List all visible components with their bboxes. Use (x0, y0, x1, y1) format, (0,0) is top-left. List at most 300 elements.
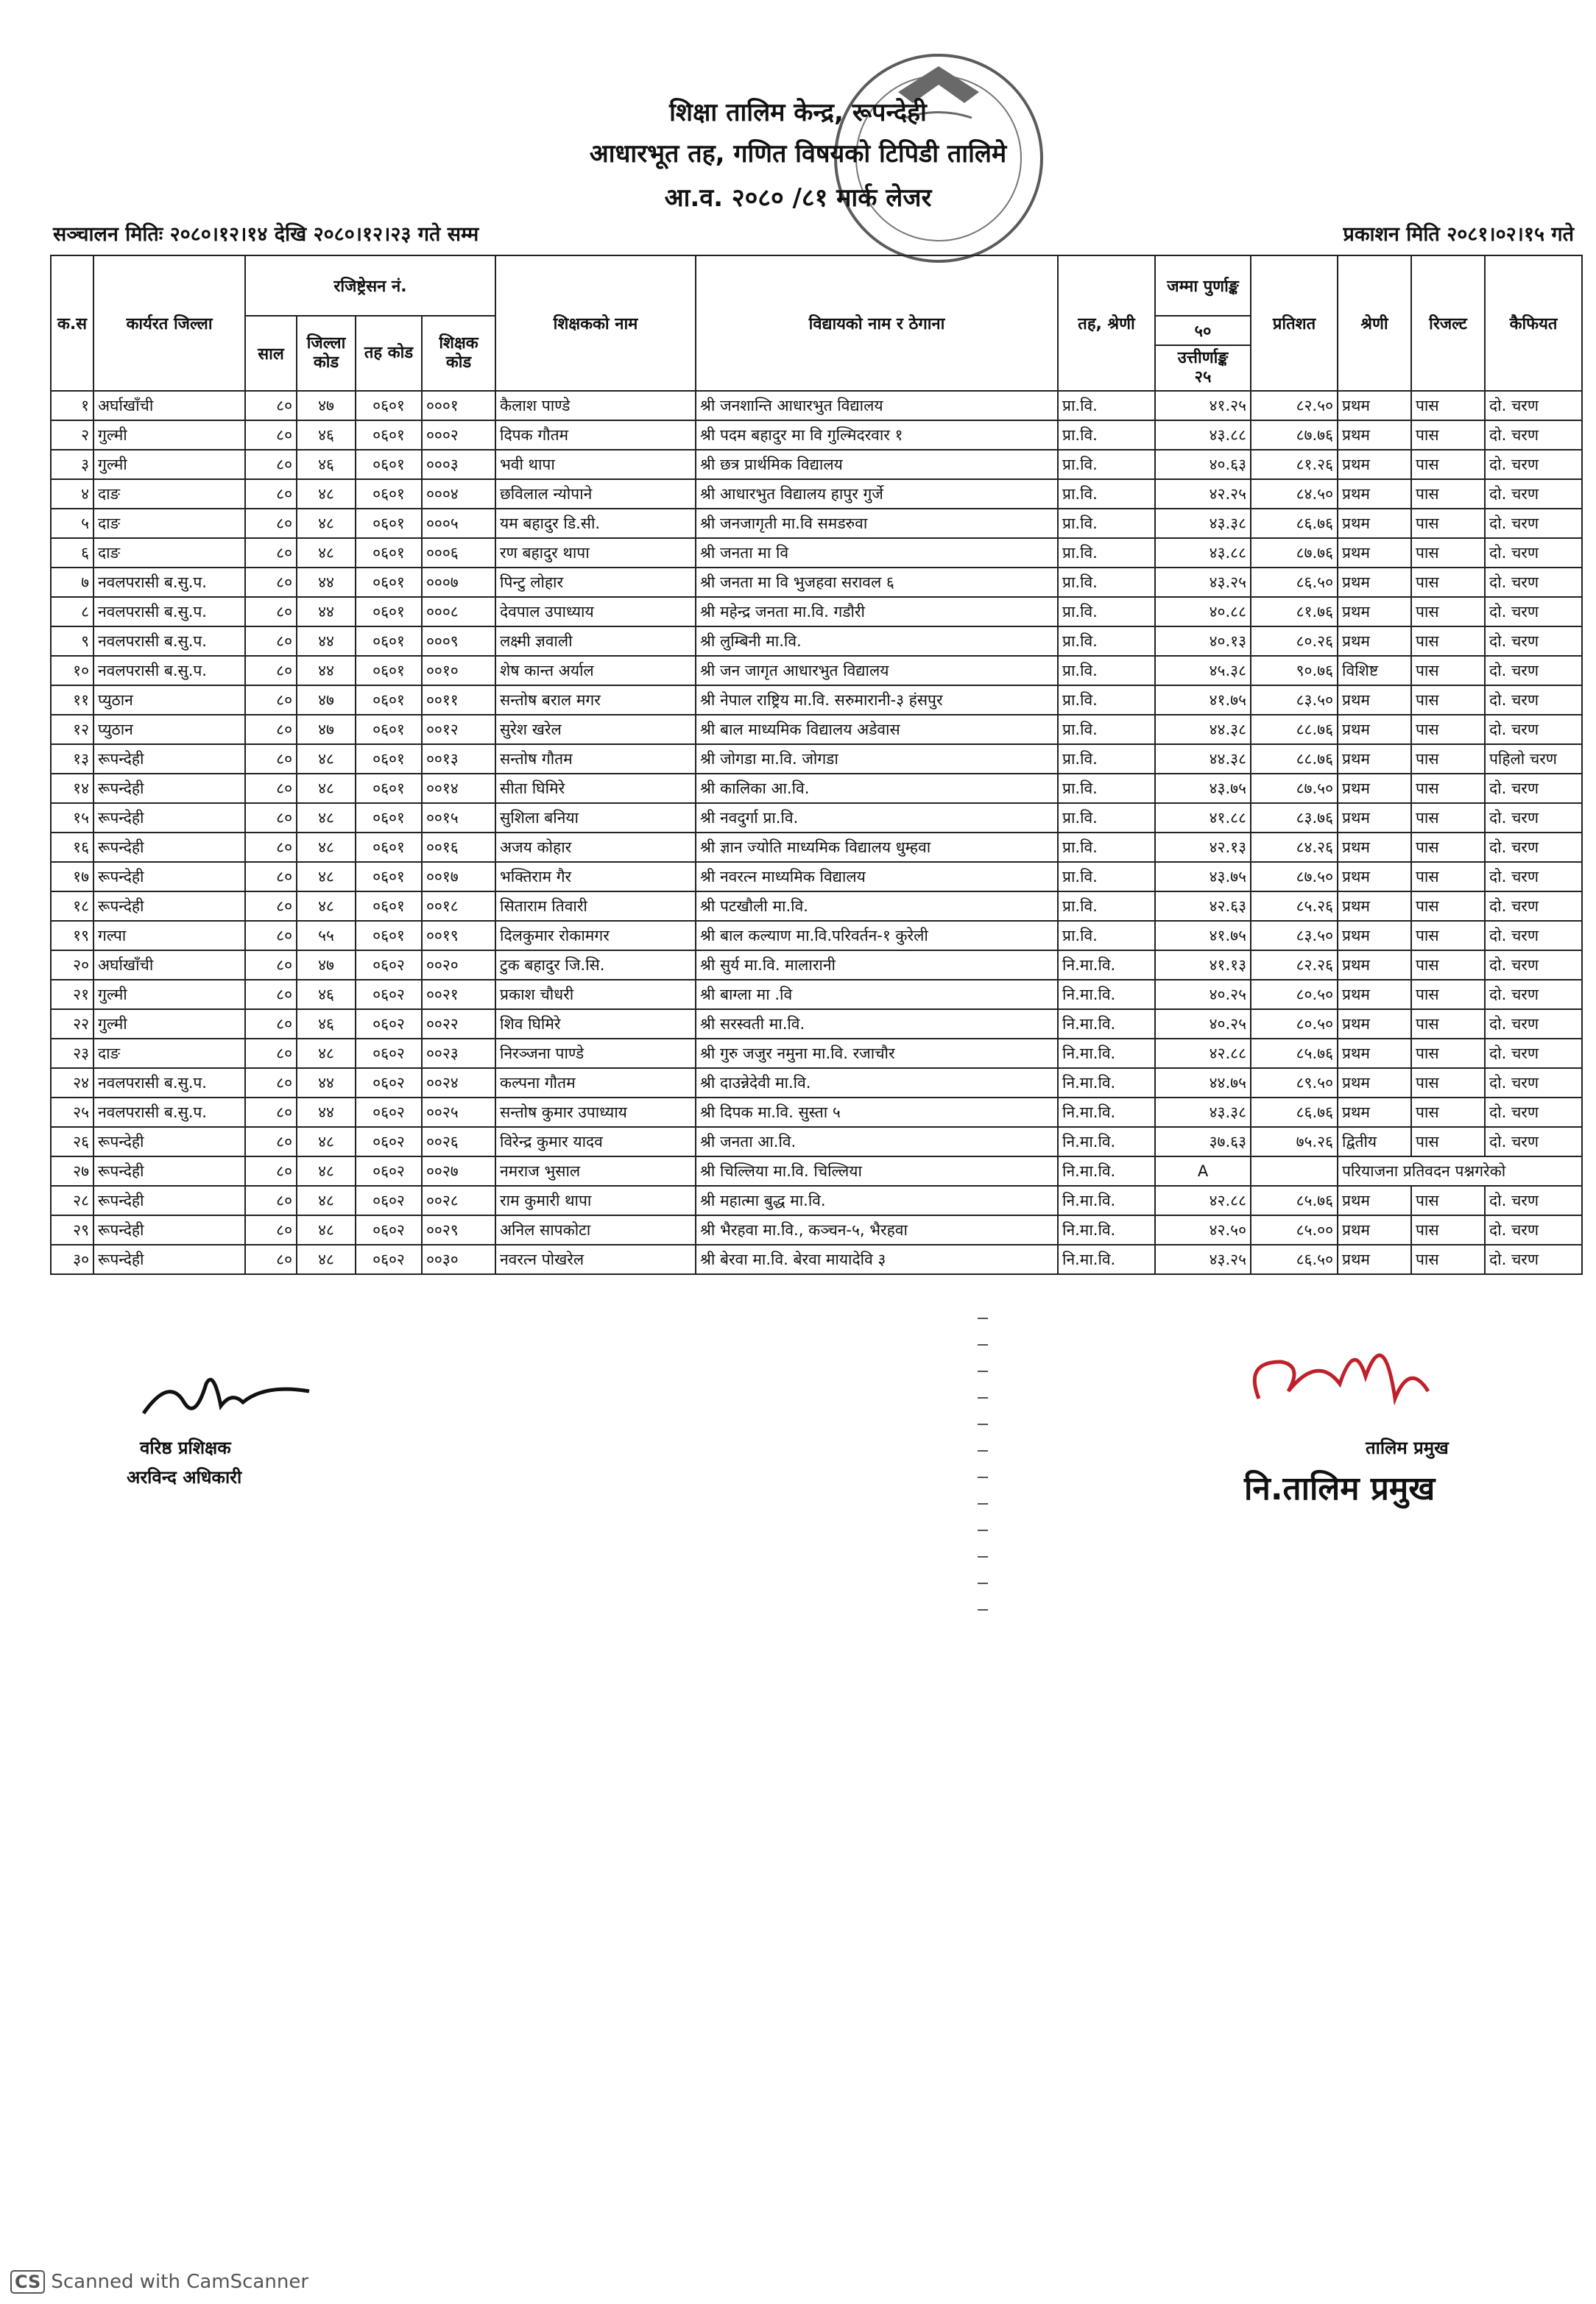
table-row (51, 774, 1582, 803)
table-cell: रूपन्देही (93, 744, 245, 774)
table-cell: दाङ (93, 509, 245, 538)
table-cell: ८० (245, 626, 297, 656)
table-cell: ४३.३८ (1155, 509, 1251, 538)
table-cell: ८० (245, 1127, 297, 1156)
table-cell: प्रथम (1338, 980, 1411, 1009)
table-cell: ०६०२ (356, 1068, 422, 1098)
table-cell: श्री सरस्वती मा.वि. (696, 1009, 1058, 1039)
table-cell: ८५.७६ (1251, 1039, 1338, 1068)
table-row (51, 891, 1582, 921)
col-division: श्रेणी (1338, 255, 1411, 391)
table-cell: ८५.७६ (1251, 1186, 1338, 1215)
table-cell: ४४.३८ (1155, 744, 1251, 774)
table-cell: लक्ष्मी ज्ञवाली (495, 626, 696, 656)
table-cell: ००१० (422, 656, 495, 685)
table-cell: श्री दिपक मा.वि. सुस्ता ५ (696, 1098, 1058, 1127)
table-cell: ०००५ (422, 509, 495, 538)
ledger-body (51, 391, 1582, 1274)
table-cell: २२ (51, 1009, 93, 1039)
table-row (51, 862, 1582, 891)
table-cell: प्रकाश चौधरी (495, 980, 696, 1009)
table-cell: ८७.५० (1251, 774, 1338, 803)
table-cell: ८० (245, 568, 297, 597)
table-row (51, 1127, 1582, 1156)
table-cell: ८० (245, 774, 297, 803)
table-cell: प्रा.वि. (1058, 450, 1155, 479)
table-cell: ८० (245, 1215, 297, 1245)
table-cell: श्री जनशान्ति आधारभुत विद्यालय (696, 391, 1058, 420)
table-row (51, 744, 1582, 774)
table-cell: ४०.८८ (1155, 597, 1251, 626)
table-cell: पास (1411, 420, 1485, 450)
table-cell: सुरेश खरेल (495, 715, 696, 744)
table-cell: ०६०२ (356, 1009, 422, 1039)
table-cell: श्री महात्मा बुद्ध मा.वि. (696, 1186, 1058, 1215)
table-cell: २६ (51, 1127, 93, 1156)
table-cell: ४३.८८ (1155, 538, 1251, 568)
table-cell: ००२४ (422, 1068, 495, 1098)
table-cell: पास (1411, 862, 1485, 891)
table-cell: ८० (245, 891, 297, 921)
table-cell: ४८ (297, 1245, 356, 1274)
table-cell: ००१३ (422, 744, 495, 774)
table-cell: १४ (51, 774, 93, 803)
table-cell: ८०.५० (1251, 980, 1338, 1009)
table-cell: दो. चरण (1485, 479, 1582, 509)
table-cell: २८ (51, 1186, 93, 1215)
table-cell: ०६०२ (356, 1127, 422, 1156)
table-cell: ०६०१ (356, 420, 422, 450)
table-cell: दिलकुमार रोकामगर (495, 921, 696, 950)
table-cell: दो. चरण (1485, 1186, 1582, 1215)
table-row (51, 715, 1582, 744)
table-cell: नि.मा.वि. (1058, 1245, 1155, 1274)
table-cell: श्री महेन्द्र जनता मा.वि. गडौरी (696, 597, 1058, 626)
table-cell: ००२८ (422, 1186, 495, 1215)
table-cell: दिपक गौतम (495, 420, 696, 450)
table-cell: नि.मा.वि. (1058, 1098, 1155, 1127)
table-cell: भक्तिराम गैर (495, 862, 696, 891)
table-cell: ८३.५० (1251, 685, 1338, 715)
col-remarks: कैफियत (1485, 255, 1582, 391)
table-cell: ४१.१३ (1155, 950, 1251, 980)
table-cell: रूपन्देही (93, 803, 245, 833)
table-cell: पास (1411, 1127, 1485, 1156)
table-cell: नवलपरासी ब.सु.प. (93, 626, 245, 656)
table-cell: रण बहादुर थापा (495, 538, 696, 568)
table-cell: प्रा.वि. (1058, 656, 1155, 685)
table-cell: ०६०१ (356, 862, 422, 891)
table-cell: ८१.२६ (1251, 450, 1338, 479)
table-cell: गुल्मी (93, 420, 245, 450)
table-cell: पास (1411, 509, 1485, 538)
table-row (51, 685, 1582, 715)
table-cell: ४३.२५ (1155, 568, 1251, 597)
table-cell: श्री कालिका आ.वि. (696, 774, 1058, 803)
table-cell: २१ (51, 980, 93, 1009)
table-cell: द्वितीय (1338, 1127, 1411, 1156)
table-cell: ८० (245, 1098, 297, 1127)
table-cell: १७ (51, 862, 93, 891)
table-cell: ००२२ (422, 1009, 495, 1039)
table-cell: रूपन्देही (93, 774, 245, 803)
table-cell: नि.मा.वि. (1058, 1009, 1155, 1039)
table-cell: ९ (51, 626, 93, 656)
table-cell: ४१.८८ (1155, 803, 1251, 833)
table-cell: विशिष्ट (1338, 656, 1411, 685)
table-cell: ४३.३८ (1155, 1098, 1251, 1127)
table-cell: ८४.५० (1251, 479, 1338, 509)
col-district-code: जिल्ला कोड (297, 316, 356, 391)
table-cell: २७ (51, 1156, 93, 1186)
table-cell: श्री जोगडा मा.वि. जोगडा (696, 744, 1058, 774)
table-cell: ८० (245, 656, 297, 685)
camscanner-text: Scanned with CamScanner (51, 2271, 309, 2293)
senior-trainer-name: अरविन्द अधिकारी (127, 1467, 242, 1488)
table-cell: प्रथम (1338, 891, 1411, 921)
table-cell: पास (1411, 626, 1485, 656)
table-cell: दो. चरण (1485, 391, 1582, 420)
table-cell: ०००६ (422, 538, 495, 568)
table-cell: प्रथम (1338, 803, 1411, 833)
table-cell: ०६०२ (356, 950, 422, 980)
table-cell: श्री चिल्लिया मा.वि. चिल्लिया (696, 1156, 1058, 1186)
table-cell: प्रा.वि. (1058, 715, 1155, 744)
table-cell: दो. चरण (1485, 1245, 1582, 1274)
table-cell: अर्घाखाँची (93, 391, 245, 420)
table-cell: ८० (245, 833, 297, 862)
table-cell: ४३.७५ (1155, 862, 1251, 891)
table-cell: पास (1411, 685, 1485, 715)
col-sn: क.स (51, 255, 93, 391)
table-cell: ४०.२५ (1155, 1009, 1251, 1039)
table-cell: दो. चरण (1485, 980, 1582, 1009)
table-cell: ८० (245, 1186, 297, 1215)
table-cell: श्री जनता मा वि भुजहवा सरावल ६ (696, 568, 1058, 597)
table-cell: ४०.२५ (1155, 980, 1251, 1009)
table-cell: प्रा.वि. (1058, 509, 1155, 538)
header-row-1 (51, 255, 1582, 316)
table-cell: ०६०१ (356, 891, 422, 921)
table-cell: पास (1411, 568, 1485, 597)
table-cell: ००१६ (422, 833, 495, 862)
table-cell: पास (1411, 950, 1485, 980)
table-cell: ४६ (297, 420, 356, 450)
table-cell: ८० (245, 715, 297, 744)
table-cell: २० (51, 950, 93, 980)
table-cell: पास (1411, 891, 1485, 921)
table-cell: प्रथम (1338, 774, 1411, 803)
table-cell: दो. चरण (1485, 1009, 1582, 1039)
table-cell: श्री बाल कल्याण मा.वि.परिवर्तन-१ कुरेली (696, 921, 1058, 950)
table-cell: ००२१ (422, 980, 495, 1009)
table-cell: पास (1411, 1215, 1485, 1245)
table-cell: श्री छत्र प्रार्थमिक विद्यालय (696, 450, 1058, 479)
table-cell: प्रथम (1338, 391, 1411, 420)
table-cell: प्रा.वि. (1058, 479, 1155, 509)
table-cell: ८० (245, 744, 297, 774)
table-cell: ४२.५० (1155, 1215, 1251, 1245)
table-row (51, 980, 1582, 1009)
table-cell: ०६०१ (356, 626, 422, 656)
pass-marks-label: उत्तीर्णाङ्क (1177, 349, 1229, 367)
table-cell: ४४.७५ (1155, 1068, 1251, 1098)
table-cell: ०६०१ (356, 744, 422, 774)
table-cell: ४६ (297, 980, 356, 1009)
table-cell: ८० (245, 479, 297, 509)
table-cell: प्रा.वि. (1058, 538, 1155, 568)
table-cell: दाङ (93, 538, 245, 568)
table-cell: ००१२ (422, 715, 495, 744)
table-cell: ८६.५० (1251, 568, 1338, 597)
training-chief-stamp: नि.तालिम प्रमुख (1244, 1470, 1436, 1508)
table-cell: दो. चरण (1485, 1215, 1582, 1245)
mark-ledger-table (50, 255, 1583, 1275)
table-cell: पास (1411, 1068, 1485, 1098)
table-cell: पास (1411, 1245, 1485, 1274)
table-cell: ४५.३८ (1155, 656, 1251, 685)
table-cell: ८४.२६ (1251, 833, 1338, 862)
table-cell: नि.मा.वि. (1058, 950, 1155, 980)
table-cell: ३७.६३ (1155, 1127, 1251, 1156)
table-cell: ४८ (297, 509, 356, 538)
table-cell: ४८ (297, 538, 356, 568)
table-row (51, 1009, 1582, 1039)
table-cell: ०६०१ (356, 774, 422, 803)
table-cell: ८०.२६ (1251, 626, 1338, 656)
table-row (51, 803, 1582, 833)
table-cell: १३ (51, 744, 93, 774)
table-cell: प्रा.वि. (1058, 391, 1155, 420)
table-cell: ४८ (297, 1127, 356, 1156)
header-line-3: आ.व. २०८० /८१ मार्क लेजर (664, 183, 932, 213)
table-cell: पास (1411, 803, 1485, 833)
table-cell: २३ (51, 1039, 93, 1068)
table-cell: सन्तोष गौतम (495, 744, 696, 774)
table-cell: ०००७ (422, 568, 495, 597)
table-cell: नि.मा.वि. (1058, 980, 1155, 1009)
table-cell: प्रथम (1338, 1186, 1411, 1215)
table-cell: ०००१ (422, 391, 495, 420)
table-cell: नि.मा.वि. (1058, 1127, 1155, 1156)
table-cell: ८० (245, 391, 297, 420)
table-cell: प्युठान (93, 715, 245, 744)
table-row (51, 1039, 1582, 1068)
table-cell: दो. चरण (1485, 568, 1582, 597)
table-cell: नवलपरासी ब.सु.प. (93, 1098, 245, 1127)
table-cell: अनिल सापकोटा (495, 1215, 696, 1245)
table-cell: रूपन्देही (93, 891, 245, 921)
table-cell: प्रथम (1338, 597, 1411, 626)
table-cell: पास (1411, 656, 1485, 685)
table-cell: ०००९ (422, 626, 495, 656)
table-cell: रूपन्देही (93, 1215, 245, 1245)
camscanner-watermark (10, 2270, 308, 2294)
table-cell: दो. चरण (1485, 1098, 1582, 1127)
table-cell: ०६०२ (356, 1098, 422, 1127)
table-cell: ४८ (297, 774, 356, 803)
table-cell: सन्तोष बराल मगर (495, 685, 696, 715)
table-cell: सिताराम तिवारी (495, 891, 696, 921)
table-cell: प्रा.वि. (1058, 862, 1155, 891)
table-cell: प्रा.वि. (1058, 803, 1155, 833)
table-cell: ००११ (422, 685, 495, 715)
table-cell: ४१.२५ (1155, 391, 1251, 420)
table-cell: ०६०१ (356, 597, 422, 626)
table-cell: प्रथम (1338, 479, 1411, 509)
table-cell: विरेन्द्र कुमार यादव (495, 1127, 696, 1156)
table-cell: ४३.७५ (1155, 774, 1251, 803)
table-cell: दो. चरण (1485, 862, 1582, 891)
table-cell: ०६०१ (356, 715, 422, 744)
table-cell: प्रथम (1338, 685, 1411, 715)
table-cell: ८३.५० (1251, 921, 1338, 950)
table-cell: ००१४ (422, 774, 495, 803)
table-cell: श्री बेरवा मा.वि. बेरवा मायादेवि ३ (696, 1245, 1058, 1274)
table-cell: ०६०१ (356, 509, 422, 538)
table-cell: श्री जनजागृती मा.वि समडरुवा (696, 509, 1058, 538)
table-cell: ४२.१३ (1155, 833, 1251, 862)
table-cell: प्रथम (1338, 862, 1411, 891)
table-cell: दो. चरण (1485, 685, 1582, 715)
table-cell: श्री नवरत्न माध्यमिक विद्यालय (696, 862, 1058, 891)
table-cell: ४४ (297, 597, 356, 626)
table-cell: निरञ्जना पाण्डे (495, 1039, 696, 1068)
col-level-code: तह कोड (356, 316, 422, 391)
table-cell: ८१.७६ (1251, 597, 1338, 626)
table-row (51, 568, 1582, 597)
table-cell: ०६०१ (356, 833, 422, 862)
table-cell: श्री जनता आ.वि. (696, 1127, 1058, 1156)
table-cell: ८२.५० (1251, 391, 1338, 420)
table-cell: ०६०२ (356, 1215, 422, 1245)
table-cell: प्रथम (1338, 1215, 1411, 1245)
table-cell: प्रथम (1338, 1245, 1411, 1274)
table-cell: प्रा.वि. (1058, 774, 1155, 803)
table-cell: ४०.१३ (1155, 626, 1251, 656)
table-cell: ०००२ (422, 420, 495, 450)
table-cell: प्रथम (1338, 538, 1411, 568)
table-cell: दो. चरण (1485, 450, 1582, 479)
table-cell: ८ (51, 597, 93, 626)
senior-trainer-signature (140, 1362, 317, 1428)
table-cell: दो. चरण (1485, 626, 1582, 656)
table-cell: ४३.२५ (1155, 1245, 1251, 1274)
table-cell: ४७ (297, 391, 356, 420)
table-cell: दो. चरण (1485, 420, 1582, 450)
table-cell: पास (1411, 744, 1485, 774)
table-row (51, 420, 1582, 450)
table-cell: ०६०२ (356, 980, 422, 1009)
table-cell: दो. चरण (1485, 1127, 1582, 1156)
table-cell: ८०.५० (1251, 1009, 1338, 1039)
table-cell: सीता घिमिरे (495, 774, 696, 803)
table-row (51, 1068, 1582, 1098)
table-cell: अजय कोहार (495, 833, 696, 862)
table-row (51, 950, 1582, 980)
table-cell: ०६०१ (356, 685, 422, 715)
table-cell: ०६०२ (356, 1245, 422, 1274)
table-cell: ४८ (297, 1156, 356, 1186)
table-cell: ००३० (422, 1245, 495, 1274)
table-cell: श्री बाग्ला मा .वि (696, 980, 1058, 1009)
table-cell: ४२.२५ (1155, 479, 1251, 509)
col-full-marks: ५० (1155, 316, 1251, 345)
table-cell: ०६०२ (356, 1039, 422, 1068)
table-cell: ००२६ (422, 1127, 495, 1156)
table-cell: पास (1411, 479, 1485, 509)
table-cell: पास (1411, 1009, 1485, 1039)
table-cell: गुल्मी (93, 450, 245, 479)
table-cell: ११ (51, 685, 93, 715)
table-cell: प्रा.वि. (1058, 891, 1155, 921)
table-cell: पास (1411, 980, 1485, 1009)
table-cell: प्रथम (1338, 1009, 1411, 1039)
table-cell: ०६०१ (356, 656, 422, 685)
table-cell: श्री गुरु जजुर नमुना मा.वि. रजाचौर (696, 1039, 1058, 1068)
table-cell: गुल्मी (93, 1009, 245, 1039)
table-cell: शिव घिमिरे (495, 1009, 696, 1039)
table-cell: ८० (245, 980, 297, 1009)
table-cell: ८० (245, 1245, 297, 1274)
table-cell: प्रा.वि. (1058, 921, 1155, 950)
table-cell: ४८ (297, 1039, 356, 1068)
table-cell: प्युठान (93, 685, 245, 715)
table-cell: ८७.५० (1251, 862, 1338, 891)
table-cell: ४६ (297, 1009, 356, 1039)
table-cell: नवलपरासी ब.सु.प. (93, 656, 245, 685)
table-cell: १९ (51, 921, 93, 950)
table-cell: नि.मा.वि. (1058, 1039, 1155, 1068)
table-cell: ८५.२६ (1251, 891, 1338, 921)
table-cell: २ (51, 420, 93, 450)
table-cell: ४१.७५ (1155, 685, 1251, 715)
table-cell: ४४ (297, 1068, 356, 1098)
table-cell: दाङ (93, 1039, 245, 1068)
table-cell: श्री पदम बहादुर मा वि गुल्मिदरवार १ (696, 420, 1058, 450)
table-cell: पास (1411, 1186, 1485, 1215)
table-cell: ८० (245, 685, 297, 715)
table-cell: कल्पना गौतम (495, 1068, 696, 1098)
table-cell: राम कुमारी थापा (495, 1186, 696, 1215)
table-cell: प्रा.वि. (1058, 597, 1155, 626)
scan-artifact-dashes (978, 1318, 1051, 1636)
table-cell: श्री ज्ञान ज्योति माध्यमिक विद्यालय धुम्हवा (696, 833, 1058, 862)
table-cell: प्रा.वि. (1058, 685, 1155, 715)
table-cell: ४८ (297, 1215, 356, 1245)
table-cell: ८० (245, 862, 297, 891)
table-row (51, 921, 1582, 950)
table-cell: ४६ (297, 450, 356, 479)
table-cell: प्रथम (1338, 626, 1411, 656)
table-cell: ००२३ (422, 1039, 495, 1068)
table-cell: २९ (51, 1215, 93, 1245)
table-cell: ०६०१ (356, 538, 422, 568)
table-cell: ४४ (297, 626, 356, 656)
col-teacher-name: शिक्षकको नाम (495, 255, 696, 391)
table-cell: ८८.७६ (1251, 744, 1338, 774)
col-result: रिजल्ट (1411, 255, 1485, 391)
table-cell: १८ (51, 891, 93, 921)
table-row (51, 1215, 1582, 1245)
table-cell: श्री बाल माध्यमिक विद्यालय अडेवास (696, 715, 1058, 744)
table-cell: प्रथम (1338, 1068, 1411, 1098)
table-row (51, 656, 1582, 685)
table-cell: दो. चरण (1485, 950, 1582, 980)
table-cell: ३० (51, 1245, 93, 1274)
table-cell: श्री नेपाल राष्ट्रिय मा.वि. सरुमारानी-३ हंसपुर (696, 685, 1058, 715)
table-row (51, 450, 1582, 479)
